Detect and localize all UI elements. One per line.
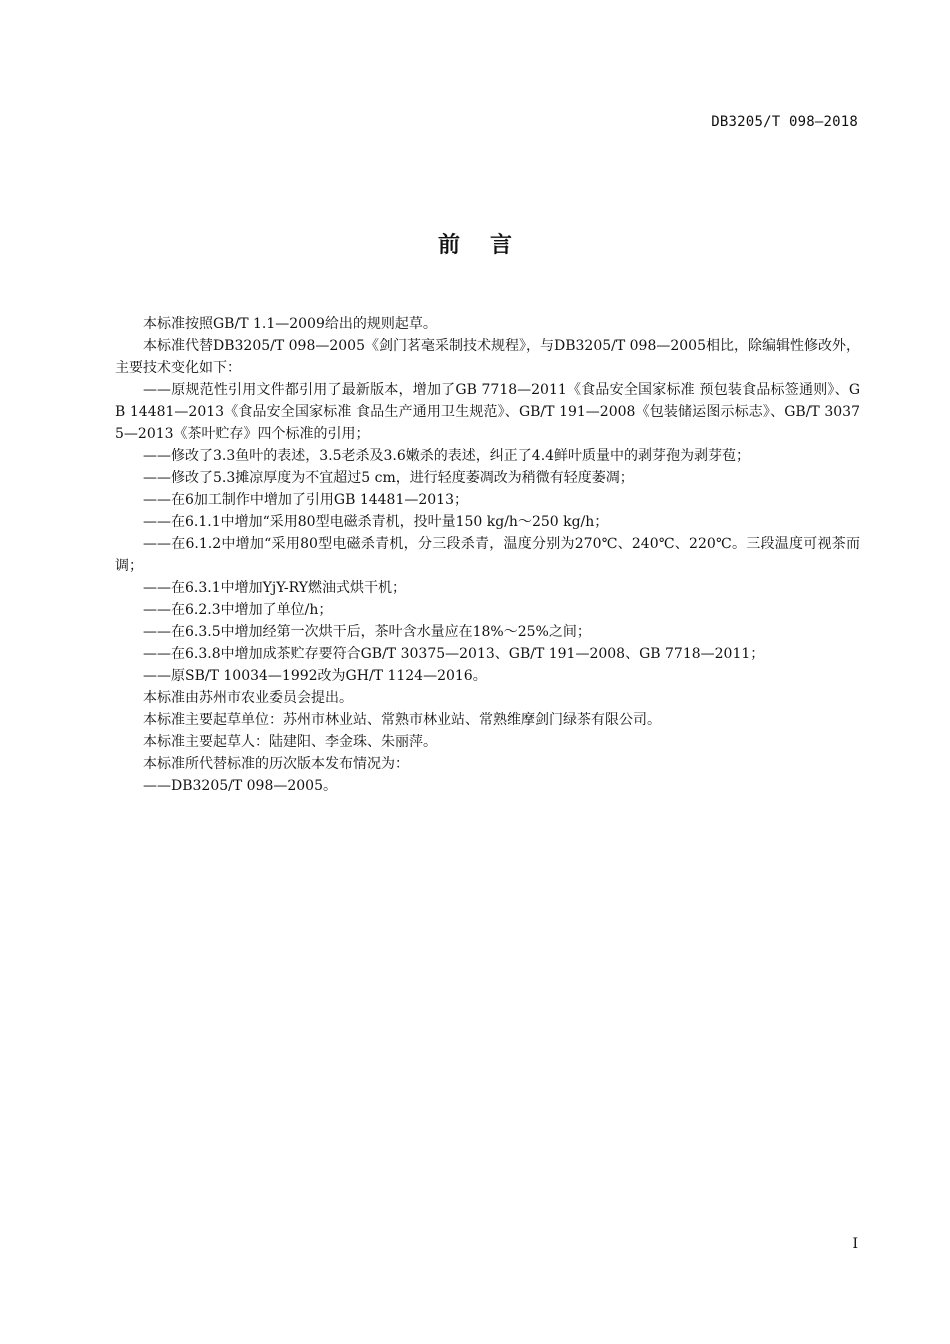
paragraph: ——DB3205/T 098—2005。 [143, 778, 337, 794]
foreword-body [115, 313, 860, 797]
paragraph: ——在6.3.1中增加YjY-RY燃油式烘干机； [143, 580, 406, 596]
paragraph: ——修改了5.3摊凉厚度为不宜超过5 cm，进行轻度萎凋改为稍微有轻度萎凋； [143, 470, 634, 486]
paragraph: ——在6.3.8中增加成茶贮存要符合GB/T 30375—2013、GB/T 191—2008、GB 7718—2011； [143, 646, 765, 662]
paragraph: ——修改了3.3鱼叶的表述，3.5老杀及3.6嫩杀的表述，纠正了4.4鲜叶质量中的剥芽孢为剥芽苞； [143, 448, 751, 464]
standard-code: DB3205/T 098—2018 [711, 114, 858, 130]
paragraph: ——在6.1.1中增加“采用80型电磁杀青机，投叶量150 kg/h～250 kg/h； [143, 514, 609, 530]
paragraph: ——原规范性引用文件都引用了最新版本，增加了GB 7718—2011《食品安全国家标准 预包装食品标签通则》、GB 14481—2013《食品安全国家标准 食品生产通用卫生规范》、GB/T 191—2008《包装储运图示标志》、GB/T 30375—2013《茶叶贮存》四个标准的引用； [115, 382, 860, 442]
paragraph: ——在6加工制作中增加了引用GB 14481—2013； [143, 492, 468, 508]
paragraph: 本标准主要起草单位：苏州市林业站、常熟市林业站、常熟维摩剑门绿茶有限公司。 [143, 712, 661, 728]
paragraph: ——在6.2.3中增加了单位/h； [143, 602, 333, 618]
paragraph: 本标准按照GB/T 1.1—2009给出的规则起草。 [143, 316, 437, 332]
page-number: I [852, 1236, 858, 1252]
paragraph: ——原SB/T 10034—1992改为GH/T 1124—2016。 [143, 668, 487, 684]
paragraph: ——在6.1.2中增加“采用80型电磁杀青机，分三段杀青，温度分别为270℃、240℃、220℃。三段温度可视茶而调； [115, 536, 860, 574]
paragraph: 本标准所代替标准的历次版本发布情况为： [143, 756, 409, 772]
paragraph: 本标准主要起草人：陆建阳、李金珠、朱丽萍。 [143, 734, 437, 750]
paragraph: 本标准代替DB3205/T 098—2005《剑门茗毫采制技术规程》，与DB3205/T 098—2005相比，除编辑性修改外，主要技术变化如下： [115, 338, 860, 376]
paragraph: ——在6.3.5中增加经第一次烘干后，茶叶含水量应在18%～25%之间； [143, 624, 591, 640]
page-title: 前言 [437, 233, 542, 258]
paragraph: 本标准由苏州市农业委员会提出。 [143, 690, 353, 706]
